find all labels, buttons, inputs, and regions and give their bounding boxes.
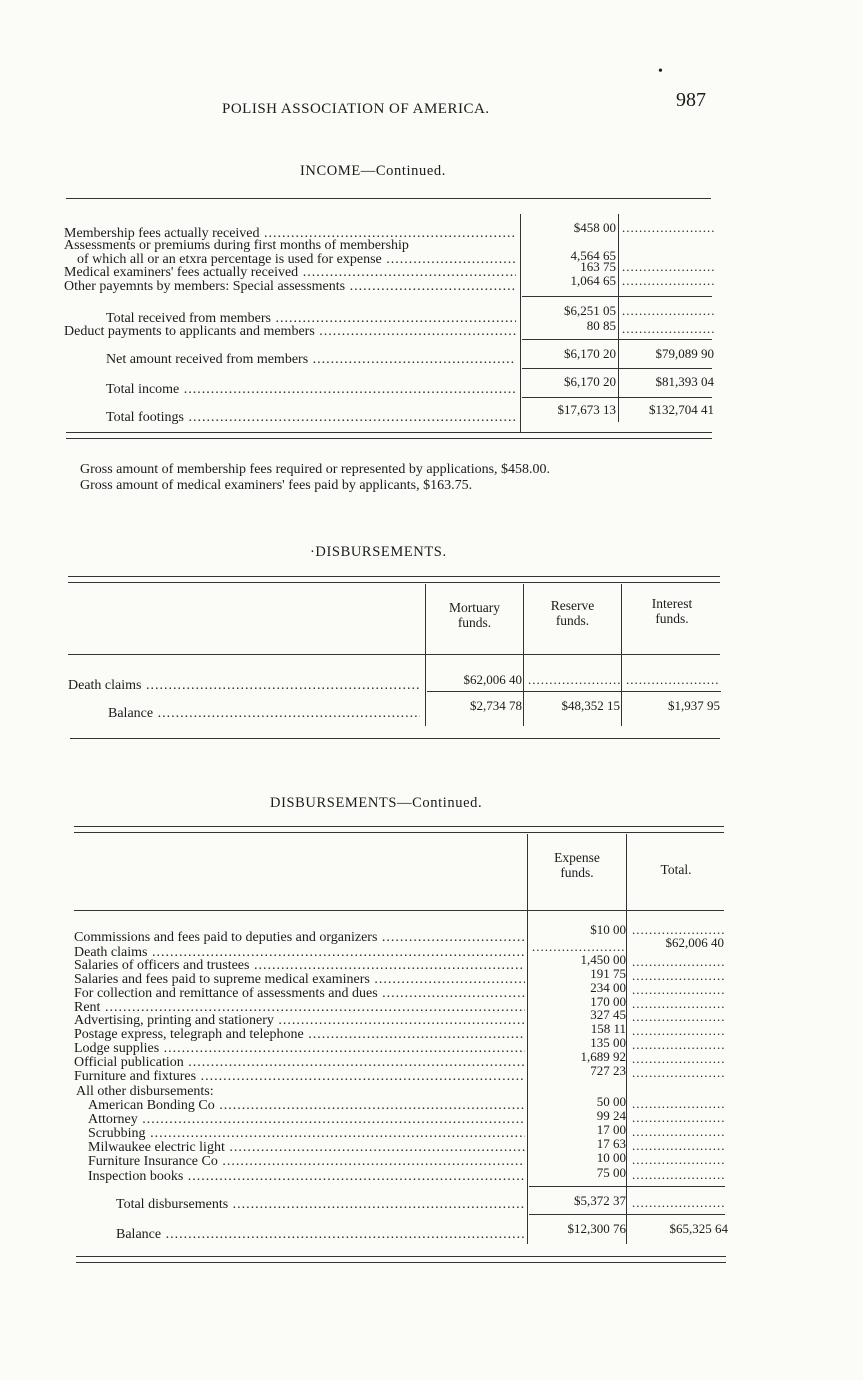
col-header-line: funds.	[655, 611, 689, 626]
disb2-top-rule	[74, 826, 724, 827]
disb2-row-total-leader	[632, 1195, 724, 1210]
disb-row-mortuary: $62,006 40	[463, 672, 522, 687]
col-header-line: funds.	[555, 613, 590, 628]
disb2-subtotal-rule	[529, 1186, 725, 1187]
disb-row-label: Death claims .....	[68, 678, 420, 693]
disb2-top-rule-2	[74, 832, 724, 833]
disb2-col-header-total	[627, 862, 725, 877]
income-row-label: Assessments or premiums during first months of membership	[64, 238, 409, 253]
disb2-row-expense: 10 00	[596, 1150, 626, 1165]
income-row-col1: 1,064 65	[570, 273, 616, 288]
disb2-row-expense: 17 63	[596, 1136, 626, 1151]
disbursements-cont-section-title: DISBURSEMENTS—Continued.	[270, 795, 483, 811]
disb2-row-total-leader	[632, 1152, 724, 1167]
income-col-divider-1	[520, 214, 521, 432]
income-col-divider-2	[618, 214, 619, 422]
income-bottom-rule-2	[66, 438, 712, 439]
disb2-row-total-leader	[632, 1009, 724, 1024]
disb2-row-total: $62,006 40	[665, 935, 724, 950]
disb2-row-total-leader	[632, 1037, 724, 1052]
disb2-row-label: Lodge supplies .....	[74, 1041, 525, 1056]
disb2-row-label: Salaries and fees paid to supreme medical examiners .....	[74, 972, 525, 987]
income-note: Gross amount of medical examiners' fees paid by applicants, $163.75.	[80, 478, 473, 493]
disb2-row-total-leader	[632, 1096, 724, 1111]
page-mark: •	[658, 64, 663, 79]
income-note: Gross amount of membership fees required or represented by applications, $458.00.	[80, 462, 551, 477]
disb2-header-rule	[74, 910, 724, 911]
disb2-col-divider-2	[626, 834, 627, 1244]
disb-top-rule	[68, 576, 720, 577]
disb2-row-expense: 135 00	[590, 1035, 626, 1050]
disb-bottom-rule	[70, 738, 720, 739]
income-row-col2: $132,704 41	[649, 402, 714, 417]
disb2-row-expense: 170 00	[590, 994, 626, 1009]
disb2-row-label: Milwaukee electric light .....	[88, 1140, 525, 1155]
disb2-row-total-leader	[632, 1167, 724, 1182]
disb-row-reserve-leader	[528, 672, 620, 687]
income-row-col2-leader	[622, 273, 714, 288]
disb2-row-expense: 50 00	[596, 1094, 626, 1109]
income-section-title: INCOME—Continued.	[300, 163, 446, 179]
disb2-row-expense: 727 23	[590, 1063, 626, 1078]
disb-col-header-mortuary	[426, 600, 523, 630]
disb2-row-total-leader	[632, 1138, 724, 1153]
disb2-row-total-leader	[632, 1023, 724, 1038]
disb2-row-total-leader	[632, 1110, 724, 1125]
disb2-row-label: Postage express, telegraph and telephone .....	[74, 1027, 525, 1042]
disb2-row-label: Scrubbing .....	[88, 1126, 525, 1141]
disb2-balance-rule	[529, 1214, 725, 1215]
income-row-label: Net amount received from members .....	[106, 352, 516, 367]
disb2-row-total-leader	[632, 1124, 724, 1139]
disb-top-rule-2	[68, 582, 720, 583]
income-row-label: Membership fees actually received .....	[64, 226, 516, 241]
disb2-row-label: All other disbursements:	[76, 1084, 214, 1099]
disb2-row-expense: 234 00	[590, 980, 626, 995]
col-header-line: Expense	[554, 850, 600, 865]
disb-balance-rule	[427, 691, 721, 692]
col-header-line: funds.	[560, 865, 594, 880]
disb2-row-total-leader	[632, 1065, 724, 1080]
income-row-col2-leader	[622, 259, 714, 274]
disb2-row-expense: $10 00	[590, 922, 626, 937]
income-row-col1: $6,251 05	[564, 303, 616, 318]
income-row-label: Total income .....	[106, 382, 516, 397]
income-row-label: Medical examiners' fees actually received .....	[64, 265, 516, 280]
disb2-row-expense: 17 00	[596, 1122, 626, 1137]
col-header-line: Interest	[651, 596, 693, 611]
col-header-line: funds.	[457, 615, 492, 630]
income-row-col1: $458 00	[573, 220, 616, 235]
disb2-row-label: Commissions and fees paid to deputies and organizers .....	[74, 930, 525, 945]
disb2-row-label: Rent .....	[74, 1000, 525, 1015]
col-header-line: Total.	[660, 862, 692, 877]
income-subtotal-rule	[522, 296, 712, 297]
income-row-col1: 80 85	[586, 318, 616, 333]
col-header-line: Reserve	[550, 598, 595, 613]
disb-row-interest-leader	[626, 672, 720, 687]
income-total-rule	[522, 368, 712, 369]
disb-row-mortuary: $2,734 78	[470, 698, 522, 713]
disb2-row-expense: 99 24	[596, 1108, 626, 1123]
disb2-row-total-leader	[632, 968, 724, 983]
income-bottom-rule	[66, 432, 712, 433]
disb2-row-label: Inspection books .....	[88, 1169, 525, 1184]
page-header-title: POLISH ASSOCIATION OF AMERICA.	[222, 101, 490, 117]
income-row-col1: 4,564 65	[570, 248, 616, 263]
col-header-line: Mortuary	[449, 600, 500, 615]
disb2-row-expense: 327 45	[590, 1007, 626, 1022]
disb2-bottom-rule	[76, 1256, 726, 1257]
income-row-label: of which all or an etxra percentage is used for expense .....	[77, 252, 516, 267]
disb2-row-label: Furniture and fixtures .....	[74, 1069, 525, 1084]
disb-col-header-reserve	[524, 598, 621, 628]
disb-col-header-interest	[622, 596, 722, 626]
income-row-col2-leader	[622, 303, 714, 318]
disb2-row-total-leader	[632, 982, 724, 997]
disb2-row-label: Official publication .....	[74, 1055, 525, 1070]
income-row-col2-leader	[622, 321, 714, 336]
income-row-col1: $6,170 20	[564, 346, 616, 361]
disb2-row-label: Attorney .....	[88, 1112, 525, 1127]
income-row-col1: $6,170 20	[564, 374, 616, 389]
disb2-row-label: For collection and remittance of assessments and dues .....	[74, 986, 525, 1001]
disb2-row-expense: 75 00	[596, 1165, 626, 1180]
disb2-bottom-rule-2	[76, 1262, 726, 1263]
income-footings-rule	[522, 397, 712, 398]
income-row-col1: 163 75	[580, 259, 616, 274]
disb2-row-expense: $5,372 37	[574, 1193, 626, 1208]
disb2-row-label: Total disbursements .....	[116, 1197, 525, 1212]
disb-row-label: Balance .....	[108, 706, 420, 721]
income-top-rule	[66, 198, 711, 199]
income-row-col2: $81,393 04	[655, 374, 714, 389]
disb2-row-expense: 1,450 00	[580, 952, 626, 967]
disb2-row-label: American Bonding Co .....	[88, 1098, 525, 1113]
disb2-row-expense: 158 11	[590, 1021, 626, 1036]
page-number: 987	[676, 89, 706, 111]
disb2-row-label: Balance .....	[116, 1227, 525, 1242]
income-row-col1: $17,673 13	[557, 402, 616, 417]
income-row-label: Deduct payments to applicants and members .....	[64, 324, 516, 339]
disb-row-interest: $1,937 95	[668, 698, 720, 713]
disb2-row-total-leader	[632, 954, 724, 969]
disb2-row-total-leader	[632, 1051, 724, 1066]
disbursements-section-title: ·DISBURSEMENTS.	[310, 544, 447, 560]
disb2-row-label: Advertising, printing and stationery .....	[74, 1013, 525, 1028]
income-row-col2: $79,089 90	[655, 346, 714, 361]
disb2-row-expense: 1,689 92	[580, 1049, 626, 1064]
income-row-label: Other payemnts by members: Special assessments .....	[64, 279, 516, 294]
disb2-col-header-expense	[528, 850, 626, 880]
disb2-col-divider-1	[527, 834, 528, 1244]
disb2-row-expense: 191 75	[590, 966, 626, 981]
disb2-row-total: $65,325 64	[669, 1221, 728, 1236]
disb2-row-label: Furniture Insurance Co .....	[88, 1154, 525, 1169]
disb-row-reserve: $48,352 15	[561, 698, 620, 713]
disb2-row-expense: $12,300 76	[567, 1221, 626, 1236]
disb-header-rule	[68, 654, 720, 655]
income-row-label: Total footings .....	[106, 410, 516, 425]
income-net-rule	[522, 339, 712, 340]
income-row-col2-leader	[622, 220, 714, 235]
income-row-label: Total received from members .....	[106, 311, 516, 326]
disb2-row-label: Salaries of officers and trustees .....	[74, 958, 525, 973]
disb2-row-label: Death claims .....	[74, 945, 525, 960]
